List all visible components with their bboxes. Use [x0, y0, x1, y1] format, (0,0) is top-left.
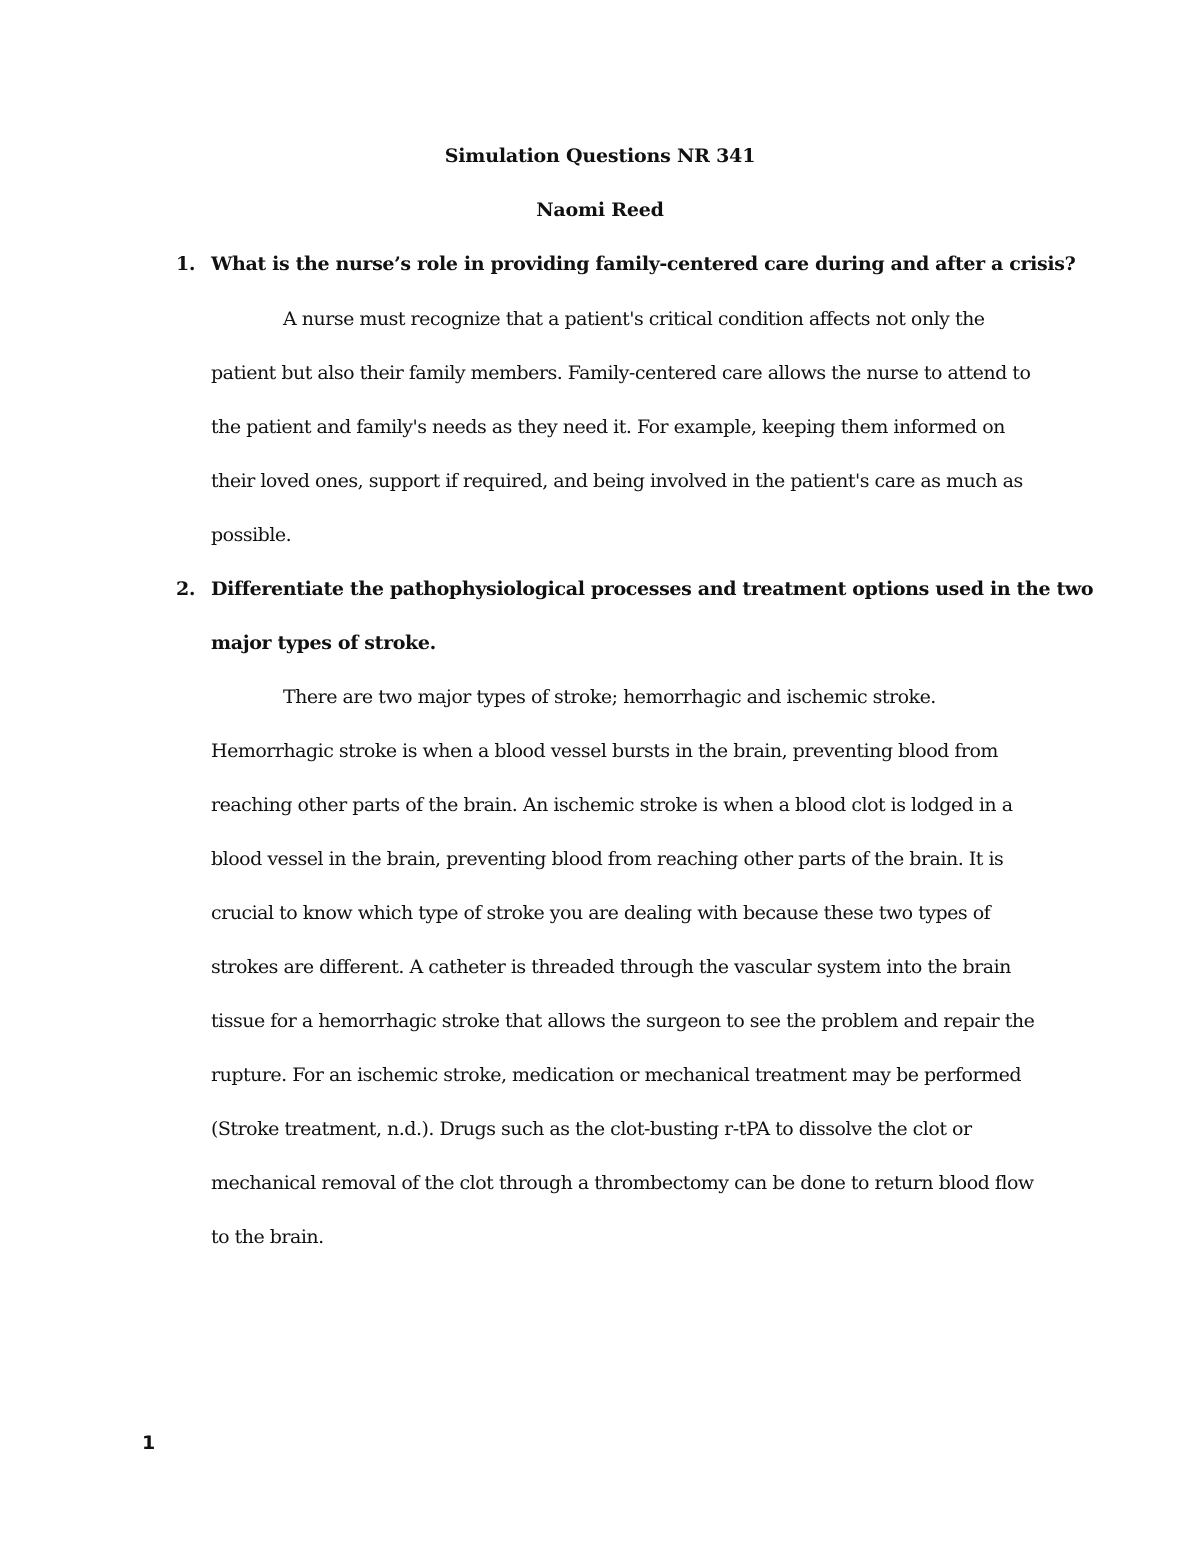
answer-2-line: There are two major types of stroke; hemorrhagic and ischemic stroke.: [283, 686, 936, 708]
answer-2-line: blood vessel in the brain, preventing blood from reaching other parts of the brain. It is: [211, 848, 1004, 870]
answer-2-line: strokes are different. A catheter is threaded through the vascular system into the brain: [211, 956, 1011, 978]
answer-2-line: mechanical removal of the clot through a thrombectomy can be done to return blood flow: [211, 1172, 1034, 1194]
question-number: 2.: [176, 578, 196, 600]
page-number: 1: [142, 1432, 156, 1454]
question-text-line: What is the nurse’s role in providing family-centered care during and after a crisis?: [211, 253, 1076, 275]
answer-1-line: patient but also their family members. Family-centered care allows the nurse to attend to: [211, 362, 1031, 384]
answer-2-line: tissue for a hemorrhagic stroke that allows the surgeon to see the problem and repair the: [211, 1010, 1035, 1032]
question-text-line: Differentiate the pathophysiological processes and treatment options used in the two: [211, 578, 1094, 600]
answer-2-line: (Stroke treatment, n.d.). Drugs such as the clot-busting r-tPA to dissolve the clot or: [211, 1118, 972, 1140]
answer-2-line: Hemorrhagic stroke is when a blood vessel bursts in the brain, preventing blood from: [211, 740, 998, 762]
answer-2-line: crucial to know which type of stroke you are dealing with because these two types of: [211, 902, 991, 924]
question-text-line: major types of stroke.: [211, 632, 436, 654]
author-name: Naomi Reed: [536, 199, 664, 221]
answer-1-line: A nurse must recognize that a patient's critical condition affects not only the: [283, 308, 985, 330]
answer-1-line: possible.: [211, 524, 292, 546]
answer-2-line: reaching other parts of the brain. An ischemic stroke is when a blood clot is lodged in a: [211, 794, 1013, 816]
question-number: 1.: [176, 253, 196, 275]
answer-2-line: rupture. For an ischemic stroke, medication or mechanical treatment may be performed: [211, 1064, 1021, 1086]
document-title: Simulation Questions NR 341: [444, 145, 756, 167]
answer-1-line: their loved ones, support if required, and being involved in the patient's care as much as: [211, 470, 1023, 492]
answer-1-line: the patient and family's needs as they need it. For example, keeping them informed on: [211, 416, 1005, 438]
answer-2-line: to the brain.: [211, 1226, 324, 1248]
